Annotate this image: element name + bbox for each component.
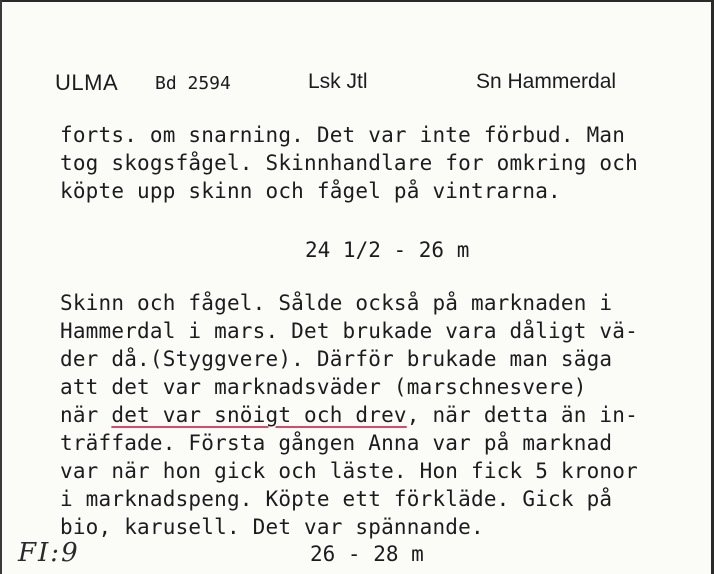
paragraph2-line: träffade. Första gången Anna var på marknad: [60, 431, 613, 455]
card-edge-top: [0, 0, 714, 2]
parish-label: Sn Hammerdal: [476, 70, 617, 93]
handwritten-annotation: FI:9: [18, 538, 80, 568]
line-suffix: , när detta än in-: [406, 403, 638, 427]
tape-range-2: 26 - 28 m: [310, 542, 424, 566]
paragraph2-line: bio, karusell. Det var spännande.: [60, 515, 484, 539]
paragraph2-line: att det var marknadsväder (marschnesvere): [60, 375, 587, 399]
collection-label: ULMA: [55, 70, 119, 95]
paragraph1-line: tog skogsfågel. Skinnhandlare for omkring och: [60, 151, 638, 175]
paragraph1-line: köpte upp skinn och fågel på vintrarna.: [60, 179, 561, 203]
paragraph1-line: forts. om snarning. Det var inte förbud. Man: [60, 123, 626, 147]
paragraph2-line: [60, 402, 638, 428]
area-label: Lsk Jtl: [308, 70, 368, 93]
paragraph2-line: Skinn och fågel. Sålde också på marknaden i: [60, 291, 613, 315]
volume-label: Bd 2594: [155, 73, 231, 94]
paragraph2-line: i marknadspeng. Köpte ett förkläde. Gick på: [60, 487, 613, 511]
tape-range-1: 24 1/2 - 26 m: [305, 238, 470, 262]
underlined-phrase: det var snöigt och drev: [111, 403, 407, 427]
paragraph2-line: var när hon gick och läste. Hon fick 5 kronor: [60, 459, 638, 483]
paragraph2-line: Hammerdal i mars. Det brukade vara dåligt vä-: [60, 319, 638, 343]
paragraph2-line: der då.(Styggvere). Därför brukade man säga: [60, 347, 613, 371]
card-header: [0, 70, 714, 102]
line-prefix: när: [60, 403, 112, 427]
